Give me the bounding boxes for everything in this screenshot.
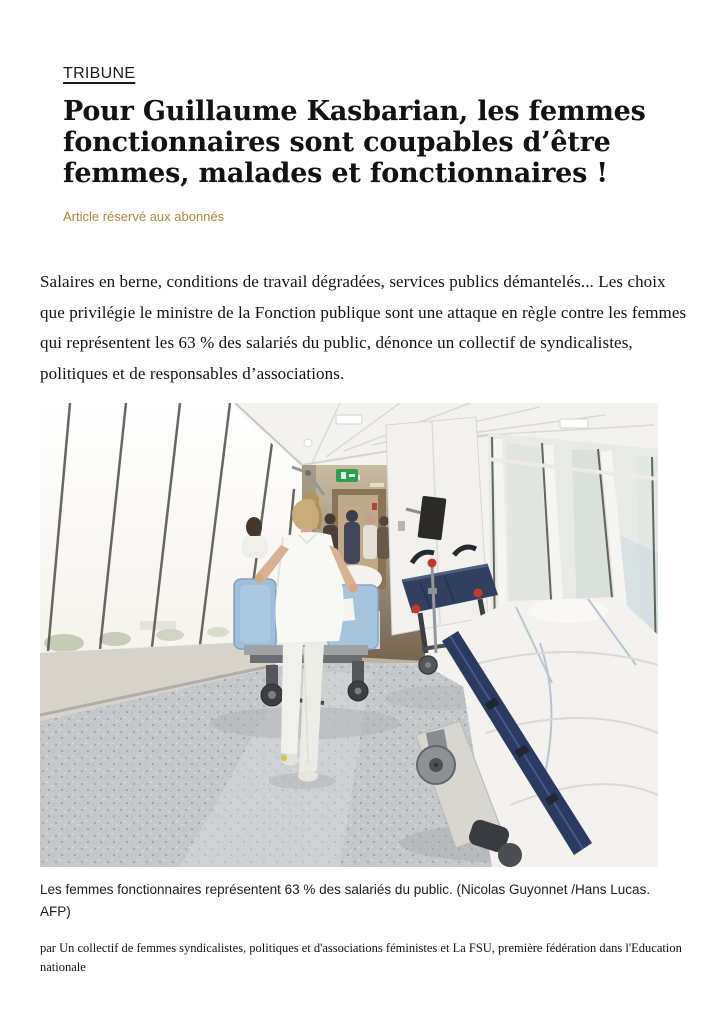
article-headline: Pour Guillaume Kasbarian, les femmes fonctionnaires sont coupables d’être femmes, malades et fonctionnaires ! xyxy=(63,96,646,189)
hospital-corridor-photo xyxy=(40,403,658,867)
article-figure xyxy=(40,403,658,923)
exit-sign xyxy=(336,469,358,482)
photo-caption: Les femmes fonctionnaires représentent 63 % des salariés du public. (Nicolas Guyonnet /Hans Lucas. AFP) xyxy=(40,882,651,919)
kicker-link[interactable]: TRIBUNE xyxy=(63,65,136,82)
article-standfirst: Salaires en berne, conditions de travail dégradées, services publics démantelés... Les choix que privilégie le ministre de la Fonction publique sont une attaque en règle contre les femmes qui représentent les 63 % des salariés du public, dénonce un collectif de syndicalistes, politiques et de responsables d’associations. xyxy=(40,272,687,383)
article-header xyxy=(63,64,688,225)
article-byline: par Un collectif de femmes syndicalistes, politiques et d'associations féministes et La FSU, première fédération dans l'Education nationale xyxy=(40,941,682,974)
foreground-gurney xyxy=(416,597,658,867)
paywall-badge: Article réservé aux abonnés xyxy=(63,209,225,224)
corridor-scene xyxy=(40,403,658,867)
